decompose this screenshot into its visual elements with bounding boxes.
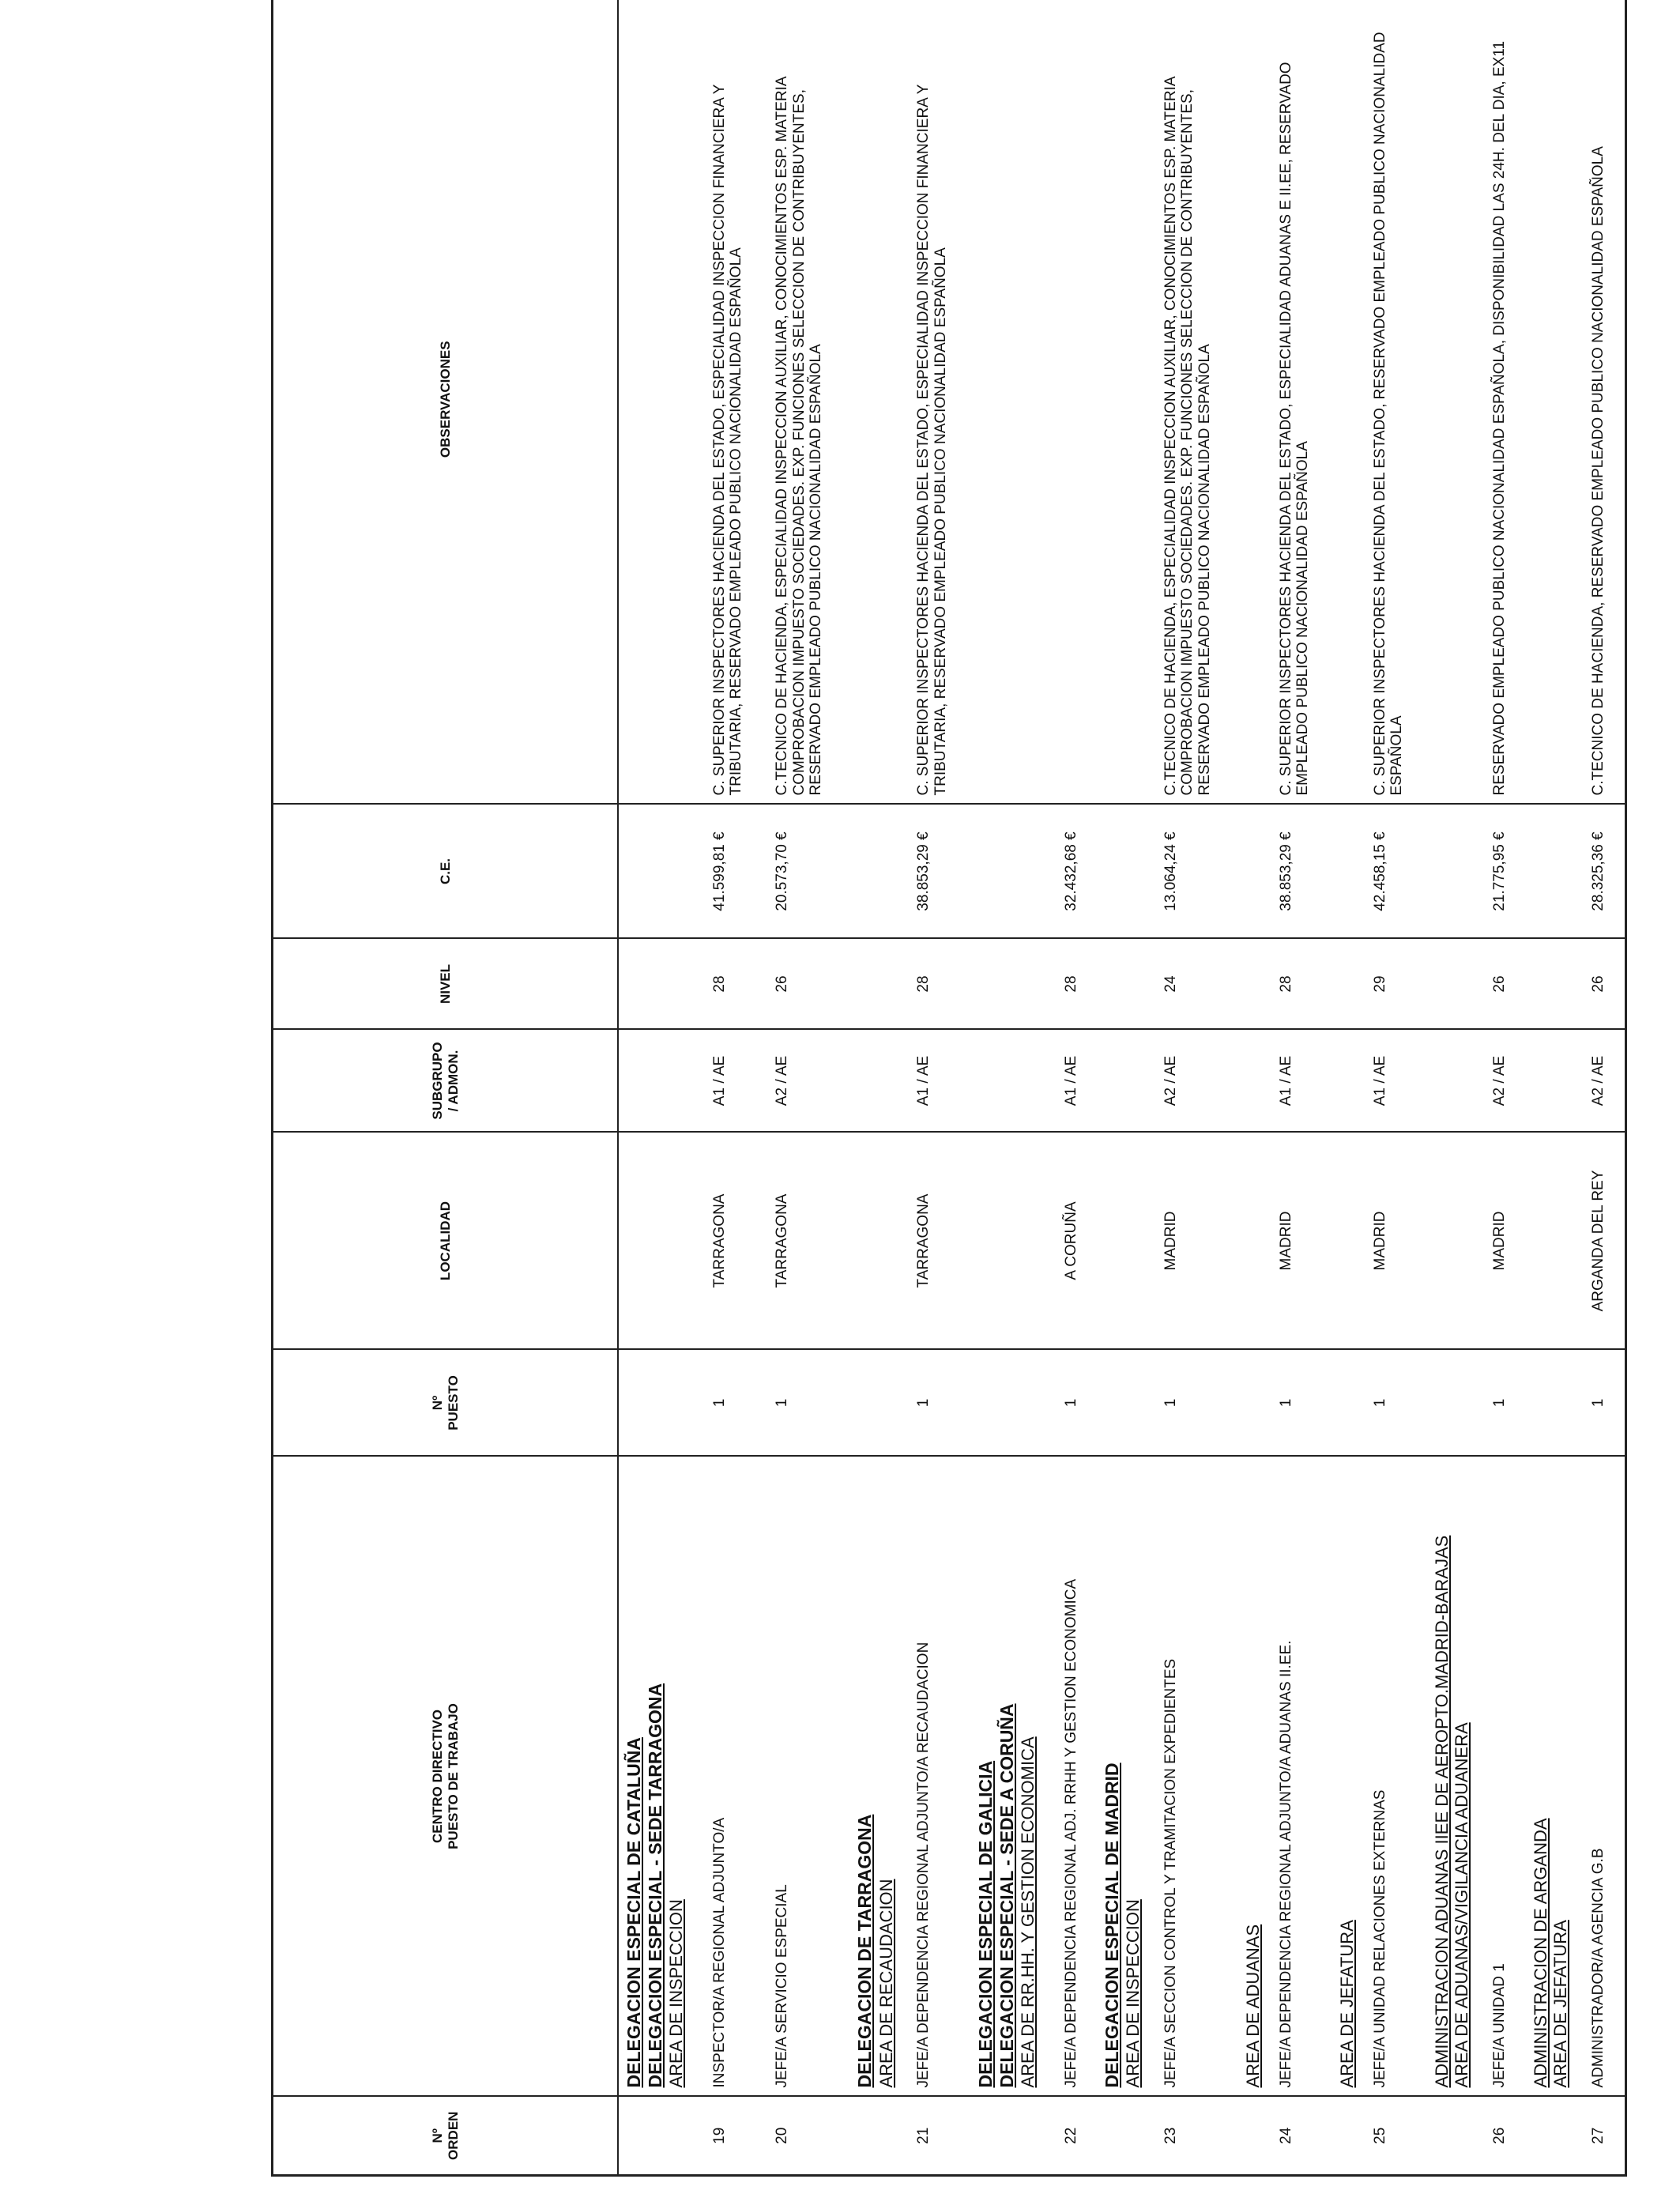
num-puesto-cell: 1 [1155,1350,1238,1457]
section-heading-cell [849,1457,907,2097]
empty-cell [618,0,703,805]
area-heading: AREA DE ADUANAS [1243,1924,1264,2088]
empty-cell [1526,0,1583,805]
empty-cell [1097,805,1155,939]
empty-cell [1332,2097,1363,2176]
orden-cell: 20 [766,2097,849,2176]
table-row [1364,0,1427,2176]
col-centro-header: CENTRO DIRECTIVO PUESTO DE TRABAJO [273,1457,619,2097]
empty-cell [849,939,907,1030]
area-heading: AREA DE INSPECCION [1123,1899,1143,2088]
observaciones-cell: C.TECNICO DE HACIENDA, ESPECIALIDAD INSPECCION AUXILIAR, CONOCIMIENTOS ESP. MATERIA COMPROBACION IMPUESTO SOCIEDADES. EXP. FUNCIONES SELECCION DE CONTRIBUYENTES, RESERVADO EMPLEADO PUBLICO NACIONALIDAD ESPAÑOLA [766,0,849,805]
section-heading: DELEGACION DE TARRAGONA [854,1814,876,2088]
col-num-puesto-header: Nº PUESTO [273,1350,619,1457]
nivel-cell: 26 [1483,939,1525,1030]
localidad-cell: MADRID [1155,1133,1238,1350]
section-heading-row [1238,0,1269,2176]
section-heading-cell [618,1457,703,2097]
empty-cell [1526,805,1583,939]
empty-cell [618,1030,703,1133]
puesto-cell: ADMINISTRADOR/A AGENCIA G.B [1582,1457,1625,2097]
subgrupo-cell: A1 / AE [1364,1030,1427,1133]
table-row [1582,0,1625,2176]
empty-cell [1097,1133,1155,1350]
empty-cell [849,0,907,805]
empty-cell [1526,1350,1583,1457]
table-row [907,0,970,2176]
table-body [618,0,1626,2176]
empty-cell [970,0,1055,805]
empty-cell [618,939,703,1030]
empty-cell [970,1030,1055,1133]
puesto-cell: JEFE/A DEPENDENCIA REGIONAL ADJ. RRHH Y GESTION ECONOMICA [1055,1457,1097,2097]
empty-cell [1238,805,1269,939]
ce-cell: 38.853,29 € [1270,805,1333,939]
area-heading: ADMINISTRACION DE ARGANDA [1530,1818,1550,2088]
num-puesto-cell: 1 [907,1350,970,1457]
empty-cell [849,1133,907,1350]
nivel-cell: 29 [1364,939,1427,1030]
empty-cell [1526,1133,1583,1350]
puesto-cell: JEFE/A SECCION CONTROL Y TRAMITACION EXPEDIENTES [1155,1457,1238,2097]
puesto-cell: JEFE/A DEPENDENCIA REGIONAL ADJUNTO/A ADUANAS II.EE. [1270,1457,1333,2097]
num-puesto-cell: 1 [1055,1350,1097,1457]
table-row [766,0,849,2176]
empty-cell [970,805,1055,939]
section-heading: DELEGACION ESPECIAL - SEDE TARRAGONA [645,1683,666,2088]
empty-cell [1427,939,1484,1030]
col-subgrupo-header: SUBGRUPO / ADMON. [273,1030,619,1133]
empty-cell [1526,939,1583,1030]
empty-cell [1097,1350,1155,1457]
area-heading: AREA DE ADUANAS/VIGILANCIA ADUANERA [1452,1722,1472,2088]
subgrupo-cell: A1 / AE [703,1030,767,1133]
empty-cell [1526,2097,1583,2176]
section-heading-row [849,0,907,2176]
nivel-cell: 26 [1582,939,1625,1030]
col-ce-header: C.E. [273,805,619,939]
empty-cell [1427,1030,1484,1133]
empty-cell [1332,939,1363,1030]
job-positions-table [271,0,1627,2177]
subgrupo-cell: A1 / AE [907,1030,970,1133]
empty-cell [970,1133,1055,1350]
empty-cell [1427,805,1484,939]
localidad-cell: TARRAGONA [907,1133,970,1350]
orden-cell: 21 [907,2097,970,2176]
empty-cell [1332,0,1363,805]
col-orden-header: Nº ORDEN [273,2097,619,2176]
num-puesto-cell: 1 [1582,1350,1625,1457]
empty-cell [970,1350,1055,1457]
section-heading: DELEGACION ESPECIAL DE GALICIA [975,1760,996,2088]
ce-cell: 38.853,29 € [907,805,970,939]
empty-cell [970,939,1055,1030]
orden-cell: 25 [1364,2097,1427,2176]
section-heading-cell [1427,1457,1484,2097]
table-row [1155,0,1238,2176]
ce-cell: 21.775,95 € [1483,805,1525,939]
empty-cell [1332,1030,1363,1133]
orden-cell: 19 [703,2097,767,2176]
section-heading-row [970,0,1055,2176]
empty-cell [1097,2097,1155,2176]
section-heading-row [1097,0,1155,2176]
ce-cell: 42.458,15 € [1364,805,1427,939]
localidad-cell: A CORUÑA [1055,1133,1097,1350]
empty-cell [1238,2097,1269,2176]
empty-cell [849,805,907,939]
subgrupo-cell: A2 / AE [1483,1030,1525,1133]
num-puesto-cell: 1 [1270,1350,1333,1457]
num-puesto-cell: 1 [1364,1350,1427,1457]
section-heading: DELEGACION ESPECIAL - SEDE A CORUÑA [996,1703,1018,2088]
observaciones-cell: RESERVADO EMPLEADO PUBLICO NACIONALIDAD ESPAÑOLA, DISPONIBILIDAD LAS 24H. DEL DIA, EX11 [1483,0,1525,805]
orden-cell: 24 [1270,2097,1333,2176]
empty-cell [618,1133,703,1350]
orden-cell: 22 [1055,2097,1097,2176]
num-puesto-cell: 1 [703,1350,767,1457]
puesto-cell: JEFE/A SERVICIO ESPECIAL [766,1457,849,2097]
orden-cell: 23 [1155,2097,1238,2176]
observaciones-cell [1055,0,1097,805]
orden-cell: 26 [1483,2097,1525,2176]
localidad-cell: TARRAGONA [766,1133,849,1350]
table-row [703,0,767,2176]
empty-cell [618,1350,703,1457]
section-heading-cell [1238,1457,1269,2097]
col-nivel-header: NIVEL [273,939,619,1030]
localidad-cell: MADRID [1364,1133,1427,1350]
subgrupo-cell: A2 / AE [766,1030,849,1133]
ce-cell: 28.325,36 € [1582,805,1625,939]
section-heading-row [1526,0,1583,2176]
empty-cell [618,805,703,939]
subgrupo-cell: A1 / AE [1055,1030,1097,1133]
empty-cell [849,2097,907,2176]
observaciones-cell: C. SUPERIOR INSPECTORES HACIENDA DEL ESTADO, RESERVADO EMPLEADO PUBLICO NACIONALIDAD ESPAÑOLA [1364,0,1427,805]
nivel-cell: 28 [703,939,767,1030]
nivel-cell: 28 [1055,939,1097,1030]
empty-cell [1097,939,1155,1030]
nivel-cell: 28 [907,939,970,1030]
area-heading: AREA DE RR.HH. Y GESTION ECONOMICA [1018,1736,1038,2088]
ce-cell: 20.573,70 € [766,805,849,939]
ce-cell: 13.064,24 € [1155,805,1238,939]
section-heading-cell [970,1457,1055,2097]
subgrupo-cell: A2 / AE [1155,1030,1238,1133]
area-heading: AREA DE JEFATURA [1337,1920,1358,2088]
orden-cell: 27 [1582,2097,1625,2176]
area-heading: AREA DE JEFATURA [1550,1920,1571,2088]
puesto-cell: JEFE/A UNIDAD 1 [1483,1457,1525,2097]
num-puesto-cell: 1 [1483,1350,1525,1457]
observaciones-cell: C. SUPERIOR INSPECTORES HACIENDA DEL ESTADO, ESPECIALIDAD ADUANAS E II.EE, RESERVADO EMPLEADO PUBLICO NACIONALIDAD ESPAÑOLA [1270,0,1333,805]
observaciones-cell: C. SUPERIOR INSPECTORES HACIENDA DEL ESTADO, ESPECIALIDAD INSPECCION FINANCIERA Y TRIBUTARIA, RESERVADO EMPLEADO PUBLICO NACIONALIDAD ESPAÑOLA [703,0,767,805]
empty-cell [618,2097,703,2176]
empty-cell [1427,2097,1484,2176]
empty-cell [1238,939,1269,1030]
puesto-cell: INSPECTOR/A REGIONAL ADJUNTO/A [703,1457,767,2097]
observaciones-cell: C.TECNICO DE HACIENDA, RESERVADO EMPLEADO PUBLICO NACIONALIDAD ESPAÑOLA [1582,0,1625,805]
empty-cell [1427,1350,1484,1457]
area-heading: ADMINISTRACION ADUANAS IIEE DE AEROPTO.MADRID-BARAJAS [1431,1535,1452,2088]
section-heading-row [618,0,703,2176]
empty-cell [1332,805,1363,939]
empty-cell [1238,1350,1269,1457]
table-header [273,0,619,2176]
num-puesto-cell: 1 [766,1350,849,1457]
empty-cell [1427,0,1484,805]
section-heading-cell [1332,1457,1363,2097]
empty-cell [1238,0,1269,805]
table-row [1483,0,1525,2176]
puesto-cell: JEFE/A DEPENDENCIA REGIONAL ADJUNTO/A RECAUDACION [907,1457,970,2097]
observaciones-cell: C.TECNICO DE HACIENDA, ESPECIALIDAD INSPECCION AUXILIAR, CONOCIMIENTOS ESP. MATERIA COMPROBACION IMPUESTO SOCIEDADES. EXP. FUNCIONES SELECCION DE CONTRIBUYENTES, RESERVADO EMPLEADO PUBLICO NACIONALIDAD ESPAÑOLA [1155,0,1238,805]
section-heading: DELEGACION ESPECIAL DE MADRID [1102,1762,1123,2088]
empty-cell [849,1350,907,1457]
observaciones-cell: C. SUPERIOR INSPECTORES HACIENDA DEL ESTADO, ESPECIALIDAD INSPECCION FINANCIERA Y TRIBUTARIA, RESERVADO EMPLEADO PUBLICO NACIONALIDAD ESPAÑOLA [907,0,970,805]
empty-cell [1238,1030,1269,1133]
empty-cell [1332,1133,1363,1350]
table-row [1270,0,1333,2176]
empty-cell [1097,1030,1155,1133]
section-heading-cell [1526,1457,1583,2097]
col-localidad-header: LOCALIDAD [273,1133,619,1350]
localidad-cell: MADRID [1483,1133,1525,1350]
empty-cell [849,1030,907,1133]
empty-cell [970,2097,1055,2176]
ce-cell: 41.599,81 € [703,805,767,939]
empty-cell [1332,1350,1363,1457]
rotated-page [271,0,1627,2177]
puesto-cell: JEFE/A UNIDAD RELACIONES EXTERNAS [1364,1457,1427,2097]
area-heading: AREA DE INSPECCION [666,1899,687,2088]
localidad-cell: ARGANDA DEL REY [1582,1133,1625,1350]
empty-cell [1526,1030,1583,1133]
nivel-cell: 24 [1155,939,1238,1030]
localidad-cell: MADRID [1270,1133,1333,1350]
ce-cell: 32.432,68 € [1055,805,1097,939]
section-heading-row [1427,0,1484,2176]
section-heading-row [1332,0,1363,2176]
table-row [1055,0,1097,2176]
empty-cell [1427,1133,1484,1350]
subgrupo-cell: A2 / AE [1582,1030,1625,1133]
section-heading: DELEGACION ESPECIAL DE CATALUÑA [623,1737,644,2088]
nivel-cell: 26 [766,939,849,1030]
subgrupo-cell: A1 / AE [1270,1030,1333,1133]
section-heading-cell [1097,1457,1155,2097]
col-observaciones-header: OBSERVACIONES [273,0,619,805]
nivel-cell: 28 [1270,939,1333,1030]
empty-cell [1238,1133,1269,1350]
localidad-cell: TARRAGONA [703,1133,767,1350]
area-heading: AREA DE RECAUDACION [876,1879,896,2088]
empty-cell [1097,0,1155,805]
